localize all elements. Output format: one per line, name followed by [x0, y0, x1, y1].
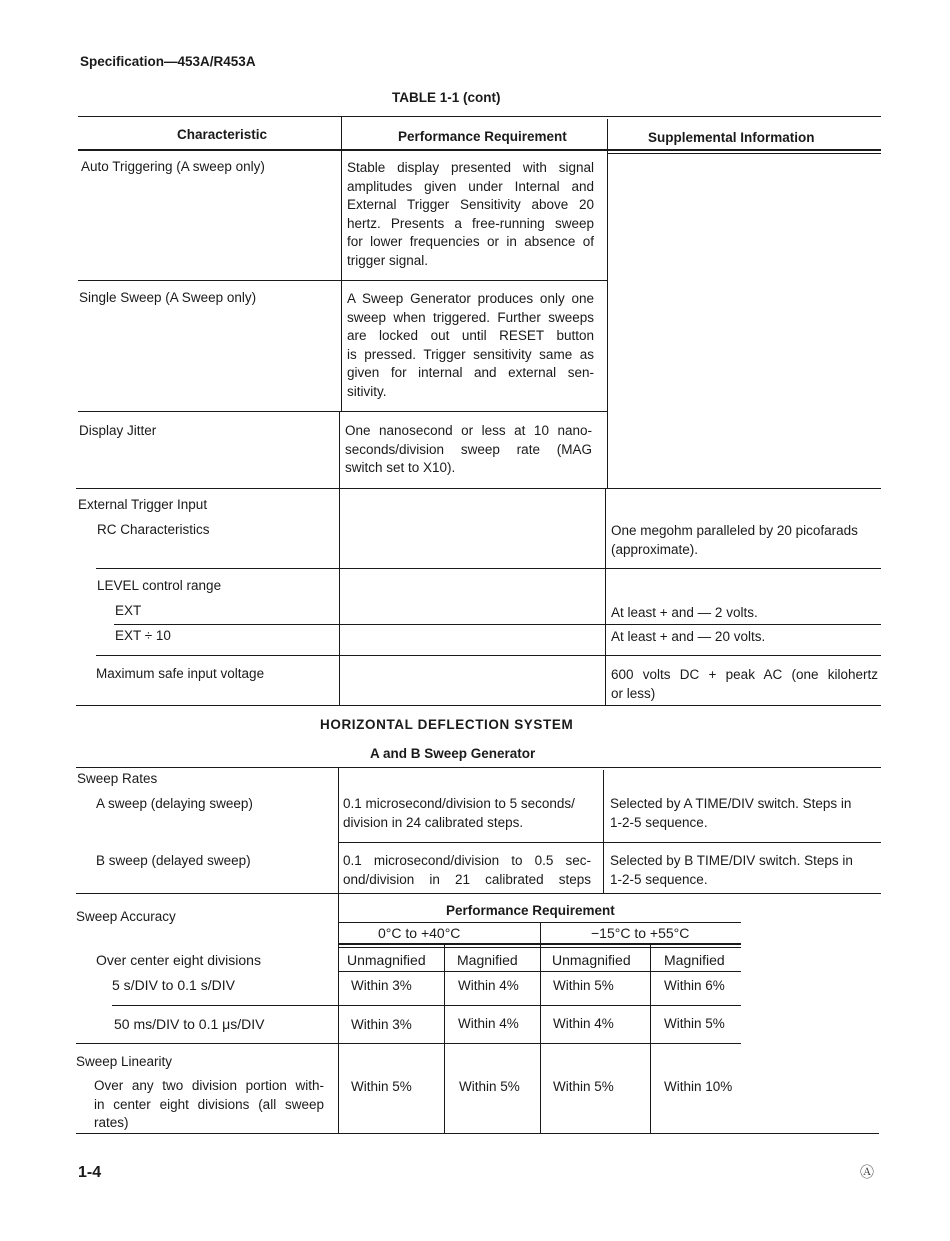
temp-range-minus15-55: −15°C to +55°C	[591, 925, 690, 941]
level-control-range-label: LEVEL control range	[97, 578, 222, 593]
auto-triggering-requirement: Stable display presented with signal amplitudes given under Internal and External Trigger Sensitivity above 20 hertz. Presents a free-running sweep for lower frequencies or in absence of trigger signal.	[347, 160, 594, 268]
a-sweep-label: A sweep (delaying sweep)	[96, 796, 253, 811]
row1-value-4: Within 6%	[664, 978, 725, 993]
b-sweep-label: B sweep (delayed sweep)	[96, 853, 251, 868]
display-jitter-label: Display Jitter	[79, 423, 157, 438]
a-sweep-requirement: 0.1 microsecond/division to 5 seconds/ division in 24 calibrated steps.	[343, 796, 575, 830]
max-safe-input-info: 600 volts DC + peak AC (one kilohertz or less)	[611, 667, 878, 701]
row2-label: 50 ms/DIV to 0.1 μs/DIV	[114, 1016, 265, 1032]
subheader-magnified-2: Magnified	[664, 952, 725, 968]
row2-value-3: Within 4%	[553, 1016, 614, 1031]
center-eight-divisions-label: Over center eight divisions	[96, 952, 261, 968]
row2-value-1: Within 3%	[351, 1017, 412, 1032]
subheader-unmagnified-2: Unmagnified	[552, 952, 631, 968]
ext-info: At least + and — 2 volts.	[611, 605, 758, 620]
row1-value-2: Within 4%	[458, 978, 519, 993]
accuracy-perf-header: Performance Requirement	[446, 903, 615, 918]
linearity-value-2: Within 5%	[459, 1079, 520, 1094]
page-number: 1-4	[78, 1164, 102, 1181]
b-sweep-info: Selected by B TIME/DIV switch. Steps in 1-2-5 sequence.	[610, 853, 853, 887]
row1-value-3: Within 5%	[553, 978, 614, 993]
a-sweep-info: Selected by A TIME/DIV switch. Steps in 1-2-5 sequence.	[610, 796, 852, 830]
row1-label: 5 s/DIV to 0.1 s/DIV	[112, 977, 235, 993]
subheader-unmagnified-1: Unmagnified	[347, 952, 426, 968]
ext-label: EXT	[115, 603, 142, 618]
section-title: HORIZONTAL DEFLECTION SYSTEM	[320, 717, 574, 732]
linearity-value-1: Within 5%	[351, 1079, 412, 1094]
row1-value-1: Within 3%	[351, 978, 412, 993]
rc-characteristics-label: RC Characteristics	[97, 522, 210, 537]
row2-value-4: Within 5%	[664, 1016, 725, 1031]
max-safe-input-label: Maximum safe input voltage	[96, 666, 265, 681]
column-header-performance: Performance Requirement	[398, 129, 567, 144]
column-header-supplemental: Supplemental Information	[648, 130, 815, 145]
running-title: Specification—453A/R453A	[80, 54, 256, 69]
sweep-rates-label: Sweep Rates	[77, 771, 158, 786]
subsection-title: A and B Sweep Generator	[370, 746, 536, 761]
sweep-linearity-label: Sweep Linearity	[76, 1054, 173, 1069]
linearity-value-3: Within 5%	[553, 1079, 614, 1094]
auto-triggering-label: Auto Triggering (A sweep only)	[81, 159, 265, 174]
ext-div10-info: At least + and — 20 volts.	[611, 629, 766, 644]
sweep-accuracy-label: Sweep Accuracy	[76, 909, 176, 924]
single-sweep-requirement: A Sweep Generator produces only one sweep when triggered. Further sweeps are locked out until RESET button is pressed. Trigger sensitivity same as given for internal and external sen- sitivity.	[347, 291, 594, 399]
temp-range-0-40: 0°C to +40°C	[378, 925, 461, 941]
rc-characteristics-info: One megohm paralleled by 20 picofarads (approximate).	[611, 523, 858, 557]
row2-value-2: Within 4%	[458, 1016, 519, 1031]
revision-mark: Ⓐ	[860, 1164, 874, 1180]
linearity-value-4: Within 10%	[664, 1079, 733, 1094]
sweep-linearity-description: Over any two division portion with- in center eight divisions (all sweep rates)	[94, 1078, 324, 1131]
table-title: TABLE 1-1 (cont)	[392, 90, 501, 105]
subheader-magnified-1: Magnified	[457, 952, 518, 968]
single-sweep-label: Single Sweep (A Sweep only)	[79, 290, 257, 305]
external-trigger-input-label: External Trigger Input	[78, 497, 208, 512]
ext-div10-label: EXT ÷ 10	[115, 628, 171, 643]
b-sweep-requirement: 0.1 microsecond/division to 0.5 sec- ond/division in 21 calibrated steps	[343, 853, 591, 887]
display-jitter-requirement: One nanosecond or less at 10 nano- seconds/division sweep rate (MAG switch set to X10).	[345, 423, 592, 476]
column-header-characteristic: Characteristic	[177, 127, 268, 142]
